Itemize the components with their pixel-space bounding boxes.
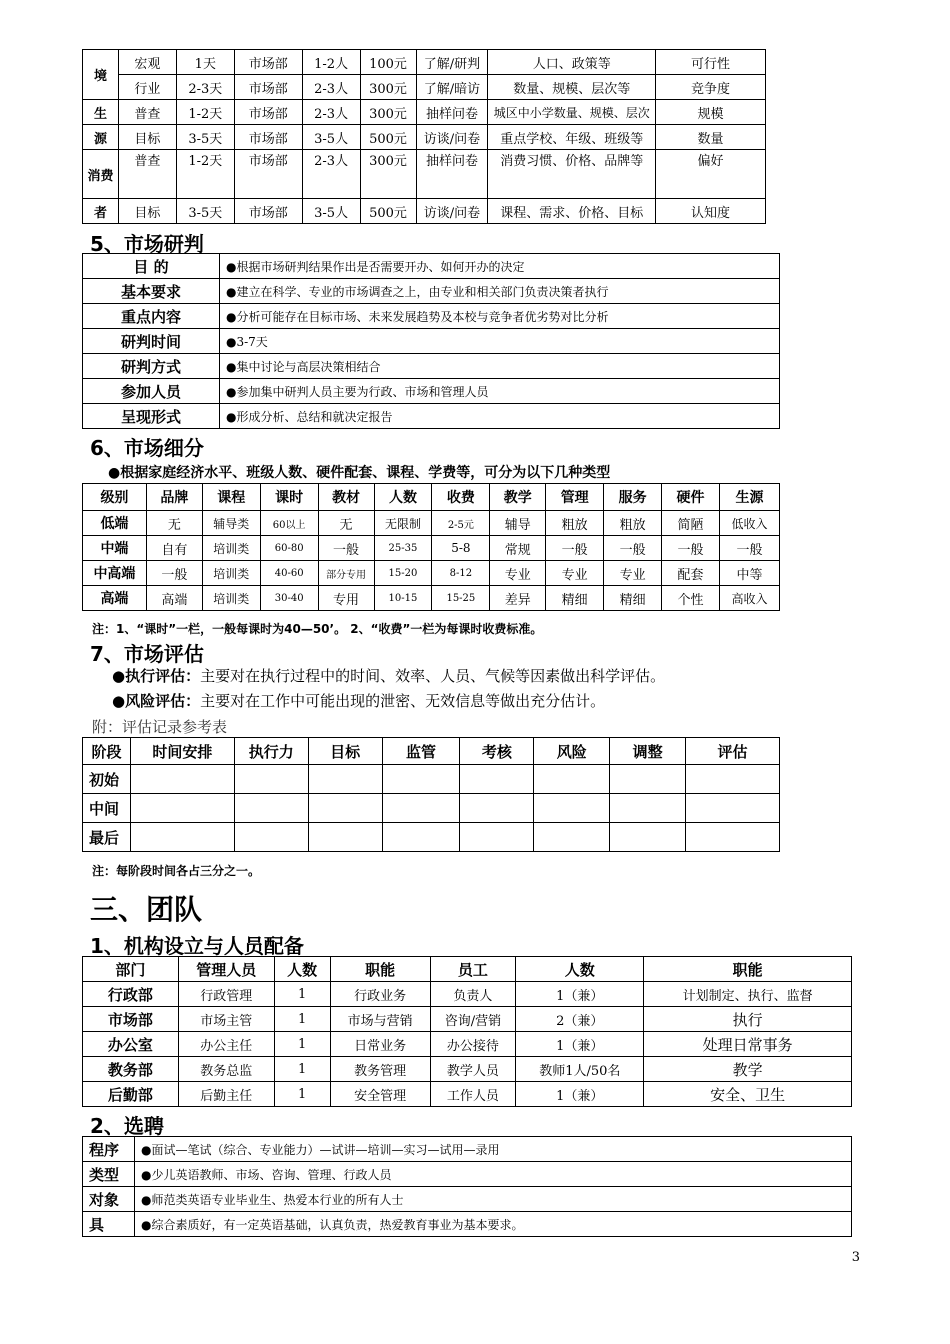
row-text: ●集中讨论与高层决策相结合 — [220, 354, 780, 379]
table-cell: 认知度 — [656, 199, 766, 224]
table-cell: 300元 — [360, 100, 416, 125]
table-cell: 1 — [274, 1057, 330, 1082]
table-row — [83, 1137, 852, 1162]
table-cell: 办公接待 — [430, 1032, 516, 1057]
column-header: 收费 — [432, 484, 490, 511]
section-7-title: 7、市场评估 — [90, 642, 204, 666]
column-header: 课时 — [260, 484, 318, 511]
empty-cell — [234, 794, 308, 823]
table-cell: 40-60 — [260, 561, 318, 586]
dept-label: 市场部 — [83, 1007, 179, 1032]
table-cell: 低收入 — [719, 511, 779, 536]
column-header: 评估 — [686, 738, 780, 765]
stage-label: 最后 — [83, 823, 131, 852]
row-text: ●师范类英语专业毕业生、热爱本行业的所有人士 — [135, 1187, 852, 1212]
group-label: 消费 — [83, 150, 119, 199]
row-text: ●分析可能存在目标市场、未来发展趋势及本校与竞争者优劣势对比分析 — [220, 304, 780, 329]
column-header: 人数 — [516, 957, 644, 982]
table-row — [83, 1057, 852, 1082]
empty-cell — [234, 765, 308, 794]
table-row — [83, 511, 780, 536]
table-cell: 精细 — [604, 586, 662, 611]
table-cell: 培训类 — [202, 586, 260, 611]
table-cell: 2-3人 — [302, 150, 360, 199]
table-cell: 粗放 — [604, 511, 662, 536]
row-label: 研判时间 — [83, 329, 220, 354]
empty-cell — [534, 794, 610, 823]
table-cell: 计划制定、执行、监督 — [644, 982, 852, 1007]
table-cell: 3-5天 — [176, 125, 234, 150]
table-cell: 教学 — [644, 1057, 852, 1082]
table-cell: 市场部 — [234, 150, 302, 199]
risk-eval-text: 主要对在工作中可能出现的泄密、无效信息等做出充分估计。 — [200, 692, 606, 710]
table-cell: 一般 — [318, 536, 374, 561]
table-cell: 15-20 — [374, 561, 432, 586]
table-cell: 专业 — [604, 561, 662, 586]
table-row — [83, 982, 852, 1007]
empty-cell — [130, 823, 234, 852]
empty-cell — [234, 823, 308, 852]
table-row — [83, 404, 780, 429]
empty-cell — [382, 823, 460, 852]
row-label: 研判方式 — [83, 354, 220, 379]
empty-cell — [460, 823, 534, 852]
dept-label: 后勤部 — [83, 1082, 179, 1107]
market-segment-table — [82, 483, 780, 611]
table-cell: 1-2天 — [176, 150, 234, 199]
table-cell: 可行性 — [656, 50, 766, 75]
table-cell: 培训类 — [202, 536, 260, 561]
table-cell: 3-5人 — [302, 199, 360, 224]
table-cell: 培训类 — [202, 561, 260, 586]
table-cell: 一般 — [604, 536, 662, 561]
table-cell: 抽样问卷 — [416, 150, 488, 199]
empty-cell — [610, 765, 686, 794]
table-cell: 8-12 — [432, 561, 490, 586]
empty-cell — [686, 765, 780, 794]
dept-label: 教务部 — [83, 1057, 179, 1082]
exec-eval-line — [112, 665, 665, 686]
empty-cell — [460, 794, 534, 823]
table-cell: 高端 — [146, 586, 202, 611]
empty-cell — [130, 765, 234, 794]
stage-label: 中间 — [83, 794, 131, 823]
table-cell: 规模 — [656, 100, 766, 125]
row-text: ●面试—笔试（综合、专业能力）—试讲—培训—实习—试用—录用 — [135, 1137, 852, 1162]
exec-eval-label: ●执行评估： — [112, 667, 201, 685]
row-text: ●形成分析、总结和就决定报告 — [220, 404, 780, 429]
row-label: 程序 — [83, 1137, 135, 1162]
table-cell: 个性 — [662, 586, 720, 611]
table-row — [83, 1007, 852, 1032]
table-row — [83, 150, 766, 199]
table-cell: 2-3人 — [302, 75, 360, 100]
table-cell: 1（兼） — [516, 1032, 644, 1057]
empty-cell — [130, 794, 234, 823]
table-row — [83, 329, 780, 354]
row-label: 基本要求 — [83, 279, 220, 304]
column-header: 教学 — [490, 484, 546, 511]
table-cell: 一般 — [719, 536, 779, 561]
table-cell: 2-3人 — [302, 100, 360, 125]
table-row — [83, 536, 780, 561]
row-label: 具 — [83, 1212, 135, 1237]
appendix-label: 附：评估记录参考表 — [92, 718, 228, 736]
row-label: 中端 — [83, 536, 147, 561]
table-row — [83, 1162, 852, 1187]
column-header: 教材 — [318, 484, 374, 511]
table-row — [83, 125, 766, 150]
table-cell: 500元 — [360, 199, 416, 224]
table-cell: 偏好 — [656, 150, 766, 199]
column-header: 职能 — [644, 957, 852, 982]
dept-label: 行政部 — [83, 982, 179, 1007]
table-cell: 100元 — [360, 50, 416, 75]
empty-cell — [686, 823, 780, 852]
table-cell: 10-15 — [374, 586, 432, 611]
table-cell: 办公主任 — [178, 1032, 274, 1057]
row-label: 类型 — [83, 1162, 135, 1187]
table-cell: 教学人员 — [430, 1057, 516, 1082]
row-label: 重点内容 — [83, 304, 220, 329]
table-cell: 一般 — [546, 536, 604, 561]
table-cell: 3-5人 — [302, 125, 360, 150]
table-row — [83, 561, 780, 586]
segment-intro: ●根据家庭经济水平、班级人数、硬件配套、课程、学费等，可分为以下几种类型 — [108, 465, 611, 481]
table-row — [83, 304, 780, 329]
table-cell: 2（兼） — [516, 1007, 644, 1032]
table-cell: 2-3天 — [176, 75, 234, 100]
column-header: 目标 — [308, 738, 382, 765]
table-cell: 配套 — [662, 561, 720, 586]
column-header: 员工 — [430, 957, 516, 982]
table-cell: 辅导类 — [202, 511, 260, 536]
empty-cell — [382, 794, 460, 823]
table-cell: 消费习惯、价格、品牌等 — [488, 150, 656, 199]
column-header: 管理人员 — [178, 957, 274, 982]
table-cell: 1天 — [176, 50, 234, 75]
risk-eval-label: ●风险评估： — [112, 692, 201, 710]
table-cell: 30-40 — [260, 586, 318, 611]
row-label: 高端 — [83, 586, 147, 611]
org-title: 1、机构设立与人员配备 — [90, 934, 304, 958]
empty-cell — [610, 823, 686, 852]
research-table — [82, 49, 766, 224]
table-cell: 1（兼） — [516, 982, 644, 1007]
table-cell: 访谈/问卷 — [416, 199, 488, 224]
row-text: ●建立在科学、专业的市场调查之上，由专业和相关部门负责决策者执行 — [220, 279, 780, 304]
table-row — [83, 1032, 852, 1057]
table-cell: 目标 — [118, 125, 176, 150]
table-cell: 精细 — [546, 586, 604, 611]
section-5-title: 5、市场研判 — [90, 232, 204, 256]
table-cell: 后勤主任 — [178, 1082, 274, 1107]
column-header: 风险 — [534, 738, 610, 765]
eval-note: 注：每阶段时间各占三分之一。 — [92, 864, 261, 878]
table-cell: 市场部 — [234, 125, 302, 150]
table-cell: 执行 — [644, 1007, 852, 1032]
table-cell: 竞争度 — [656, 75, 766, 100]
table-cell: 市场部 — [234, 75, 302, 100]
row-text: ●综合素质好，有一定英语基础，认真负责，热爱教育事业为基本要求。 — [135, 1212, 852, 1237]
table-cell: 25-35 — [374, 536, 432, 561]
table-cell: 粗放 — [546, 511, 604, 536]
table-cell: 1 — [274, 982, 330, 1007]
row-text: ●根据市场研判结果作出是否需要开办、如何开办的决定 — [220, 254, 780, 279]
table-cell: 自有 — [146, 536, 202, 561]
row-text: ●少儿英语教师、市场、咨询、管理、行政人员 — [135, 1162, 852, 1187]
table-cell: 行业 — [118, 75, 176, 100]
group-label: 生 — [83, 100, 119, 125]
table-cell: 60以上 — [260, 511, 318, 536]
table-row — [83, 279, 780, 304]
group-label: 境 — [83, 50, 119, 100]
table-cell: 负责人 — [430, 982, 516, 1007]
row-label: 目 的 — [83, 254, 220, 279]
table-cell: 无 — [146, 511, 202, 536]
table-row — [83, 586, 780, 611]
row-label: 低端 — [83, 511, 147, 536]
table-cell: 安全管理 — [330, 1082, 430, 1107]
recruit-title: 2、选聘 — [90, 1114, 164, 1138]
table-cell: 300元 — [360, 75, 416, 100]
column-header: 职能 — [330, 957, 430, 982]
table-row — [83, 379, 780, 404]
recruit-table — [82, 1136, 852, 1237]
table-cell: 市场主管 — [178, 1007, 274, 1032]
group-label: 源 — [83, 125, 119, 150]
row-label: 参加人员 — [83, 379, 220, 404]
table-cell: 人口、政策等 — [488, 50, 656, 75]
table-cell: 一般 — [662, 536, 720, 561]
column-header: 调整 — [610, 738, 686, 765]
part-3-title: 三、团队 — [90, 893, 203, 926]
table-cell: 教师1人/50名 — [516, 1057, 644, 1082]
table-cell: 辅导 — [490, 511, 546, 536]
table-cell: 城区中小学数量、规模、层次 — [488, 100, 656, 125]
table-cell: 5-8 — [432, 536, 490, 561]
table-cell: 工作人员 — [430, 1082, 516, 1107]
table-cell: 教务管理 — [330, 1057, 430, 1082]
group-label: 者 — [83, 199, 119, 224]
row-label: 中高端 — [83, 561, 147, 586]
column-header: 执行力 — [234, 738, 308, 765]
table-cell: 普查 — [118, 100, 176, 125]
table-row — [83, 199, 766, 224]
eval-record-table — [82, 737, 780, 852]
org-table — [82, 956, 852, 1107]
stage-label: 初始 — [83, 765, 131, 794]
table-cell: 重点学校、年级、班级等 — [488, 125, 656, 150]
table-cell: 差异 — [490, 586, 546, 611]
table-cell: 500元 — [360, 125, 416, 150]
table-row — [83, 254, 780, 279]
table-cell: 了解/研判 — [416, 50, 488, 75]
empty-cell — [460, 765, 534, 794]
table-row — [83, 50, 766, 75]
risk-eval-line — [112, 690, 605, 711]
table-cell: 行政管理 — [178, 982, 274, 1007]
table-cell: 专业 — [490, 561, 546, 586]
table-cell: 抽样问卷 — [416, 100, 488, 125]
row-label: 呈现形式 — [83, 404, 220, 429]
column-header: 课程 — [202, 484, 260, 511]
column-header: 时间安排 — [130, 738, 234, 765]
table-row — [83, 75, 766, 100]
table-row — [83, 765, 780, 794]
table-cell: 简陋 — [662, 511, 720, 536]
exec-eval-text: 主要对在执行过程中的时间、效率、人员、气候等因素做出科学评估。 — [200, 667, 666, 685]
column-header: 级别 — [83, 484, 147, 511]
table-cell: 市场部 — [234, 199, 302, 224]
table-cell: 1 — [274, 1007, 330, 1032]
table-cell: 市场部 — [234, 50, 302, 75]
empty-cell — [534, 765, 610, 794]
column-header: 阶段 — [83, 738, 131, 765]
table-row — [83, 794, 780, 823]
empty-cell — [686, 794, 780, 823]
table-cell: 目标 — [118, 199, 176, 224]
column-header: 监管 — [382, 738, 460, 765]
empty-cell — [534, 823, 610, 852]
table-cell: 课程、需求、价格、目标 — [488, 199, 656, 224]
table-cell: 宏观 — [118, 50, 176, 75]
table-cell: 常规 — [490, 536, 546, 561]
column-header: 硬件 — [662, 484, 720, 511]
empty-cell — [308, 765, 382, 794]
empty-cell — [610, 794, 686, 823]
table-cell: 2-5元 — [432, 511, 490, 536]
table-cell: 1-2天 — [176, 100, 234, 125]
table-cell: 了解/暗访 — [416, 75, 488, 100]
table-cell: 处理日常事务 — [644, 1032, 852, 1057]
table-cell: 300元 — [360, 150, 416, 199]
table-row — [83, 100, 766, 125]
table-cell: 普查 — [118, 150, 176, 199]
table-cell: 1（兼） — [516, 1082, 644, 1107]
table-cell: 访谈/问卷 — [416, 125, 488, 150]
table-cell: 3-5天 — [176, 199, 234, 224]
table-row — [83, 354, 780, 379]
empty-cell — [382, 765, 460, 794]
page-number: 3 — [851, 1250, 860, 1265]
table-cell: 安全、卫生 — [644, 1082, 852, 1107]
column-header: 人数 — [374, 484, 432, 511]
table-row — [83, 1082, 852, 1107]
table-cell: 咨询/营销 — [430, 1007, 516, 1032]
column-header: 管理 — [546, 484, 604, 511]
table-cell: 中等 — [719, 561, 779, 586]
market-judgment-table — [82, 253, 780, 429]
table-cell: 15-25 — [432, 586, 490, 611]
column-header: 考核 — [460, 738, 534, 765]
table-cell: 市场与营销 — [330, 1007, 430, 1032]
table-cell: 行政业务 — [330, 982, 430, 1007]
table-cell: 1 — [274, 1082, 330, 1107]
row-text: ●3-7天 — [220, 329, 780, 354]
table-cell: 日常业务 — [330, 1032, 430, 1057]
table-cell: 1-2人 — [302, 50, 360, 75]
table-row — [83, 1187, 852, 1212]
table-cell: 无 — [318, 511, 374, 536]
table-cell: 60-80 — [260, 536, 318, 561]
column-header: 生源 — [719, 484, 779, 511]
table-cell: 1 — [274, 1032, 330, 1057]
table-row — [83, 1212, 852, 1237]
row-label: 对象 — [83, 1187, 135, 1212]
table-cell: 专业 — [546, 561, 604, 586]
table-cell: 教务总监 — [178, 1057, 274, 1082]
table-row — [83, 823, 780, 852]
table-cell: 市场部 — [234, 100, 302, 125]
row-text: ●参加集中研判人员主要为行政、市场和管理人员 — [220, 379, 780, 404]
empty-cell — [308, 794, 382, 823]
section-6-title: 6、市场细分 — [90, 436, 204, 460]
column-header: 服务 — [604, 484, 662, 511]
column-header: 人数 — [274, 957, 330, 982]
table-cell: 高收入 — [719, 586, 779, 611]
empty-cell — [308, 823, 382, 852]
dept-label: 办公室 — [83, 1032, 179, 1057]
table-cell: 专用 — [318, 586, 374, 611]
column-header: 部门 — [83, 957, 179, 982]
segment-note: 注：1、“课时”一栏，一般每课时为40—50’。 2、“收费”一栏为每课时收费标准。 — [92, 622, 543, 636]
column-header: 品牌 — [146, 484, 202, 511]
table-cell: 数量、规模、层次等 — [488, 75, 656, 100]
table-cell: 无限制 — [374, 511, 432, 536]
table-cell: 一般 — [146, 561, 202, 586]
table-cell: 部分专用 — [318, 561, 374, 586]
table-cell: 数量 — [656, 125, 766, 150]
